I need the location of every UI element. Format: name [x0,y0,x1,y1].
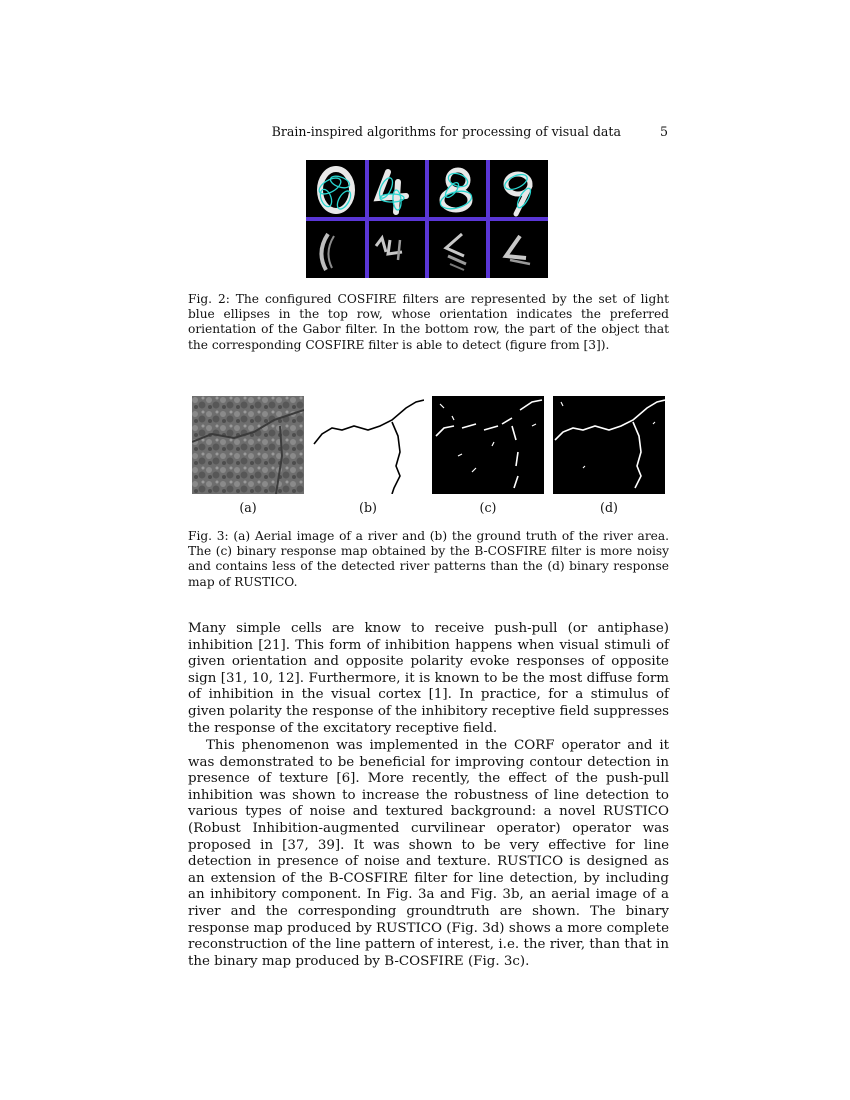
body-paragraph-2: This phenomenon was implemented in the CORF operator and it was demonstrated to be beneficial for improving contour detection in presence of texture [6]. More recently, the effect of the push-pull inhibition was shown to increase the robustness of line detection to various types of noise and textured background: a novel RUSTICO (Robust Inhibition-augmented curvilinear operator) operator was proposed in [37, 39]. It was shown to be very effective for line detection in presence of noise and texture. RUSTICO is designed as an extension of the B-COSFIRE filter for line detection, by including an inhibitory component. In Fig. 3a and Fig. 3b, an aerial image of a river and the corresponding groundtruth are shown. The binary response map produced by RUSTICO (Fig. 3d) shows a more complete reconstruction of the line pattern of interest, i.e. the river, than that in the binary map produced by B-COSFIRE (Fig. 3c). [188,738,669,969]
body-paragraph-1: Many simple cells are know to receive push-pull (or antiphase) inhibition [21]. This form of inhibition happens when visual stimuli of given orientation and opposite polarity evoke responses of opposite sign [31, 10, 12]. Furthermore, it is known to be the most diffuse form of inhibition in the visual cortex [1]. In practice, for a stimulus of given polarity the response of the inhibitory receptive field suppresses the response of the excitatory receptive field. [188,621,669,736]
page-number: 5 [659,124,668,139]
figure3-label-b: (b) [359,500,377,515]
cosfire-filter-grid [306,160,548,278]
figure3c-bcosfire-response [432,396,544,494]
figure3-caption: Fig. 3: (a) Aerial image of a river and (b) the ground truth of the river area. The (c) binary response map obtained by the B-COSFIRE filter is more noisy and contains less of the detected river patterns than the (d) binary response map of RUSTICO. [188,529,669,589]
figure3-label-d: (d) [600,500,618,515]
figure2-image [306,160,548,278]
running-head [188,124,668,142]
figure3d-rustico-response [553,396,665,494]
figure3-label-c: (c) [479,500,497,515]
figure3-label-a: (a) [239,500,257,515]
figure3a-aerial-image [192,396,304,494]
running-title: Brain-inspired algorithms for processing of visual data [271,124,621,139]
figure3b-ground-truth [312,396,424,494]
figure2-caption: Fig. 2: The configured COSFIRE filters are represented by the set of light blue ellipses in the top row, whose orientation indicates the preferred orientation of the Gabor filter. In the bottom row, the part of the object that the corresponding COSFIRE filter is able to detect (figure from [3]). [188,292,669,352]
